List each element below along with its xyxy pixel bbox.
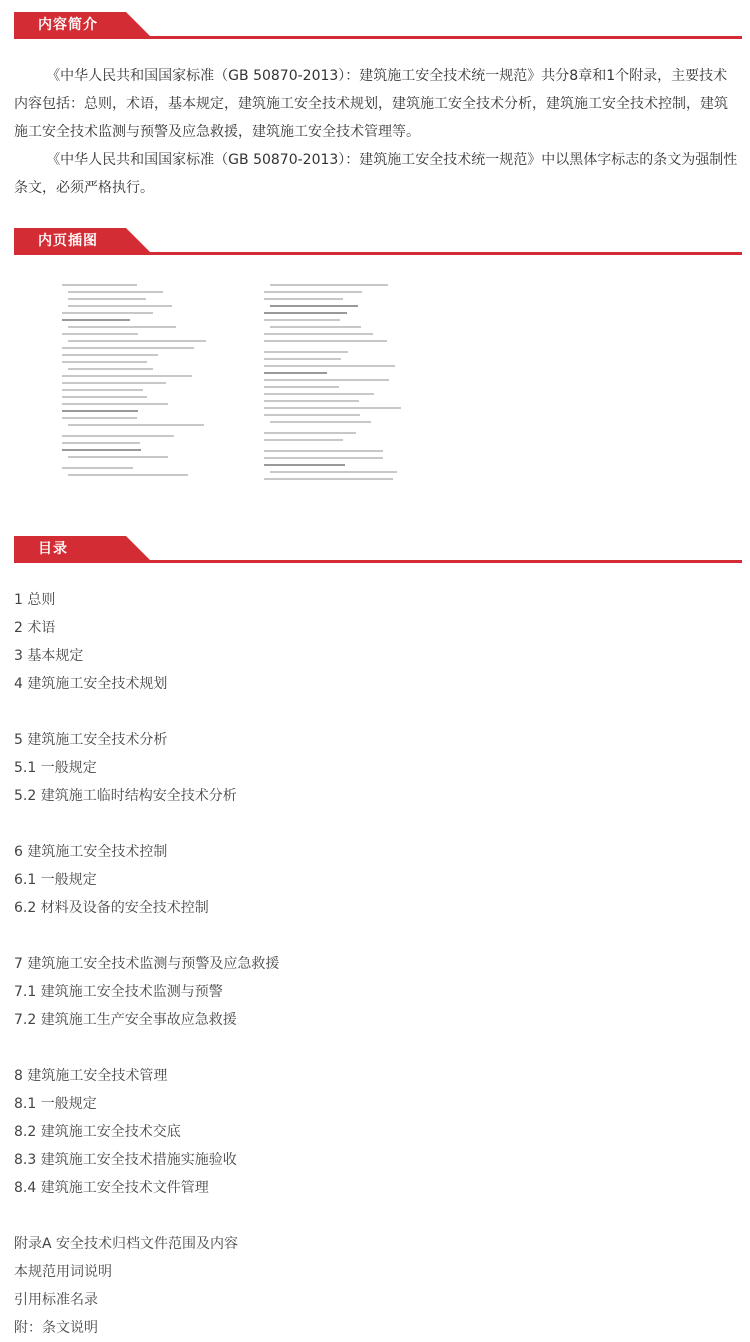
- page-text-line: [68, 368, 153, 370]
- page-text-line: [270, 471, 397, 473]
- page-text-line: [264, 407, 401, 409]
- page-text-line: [62, 284, 137, 286]
- section-header-intro: [14, 12, 742, 40]
- toc-item: 6.1 一般规定: [14, 872, 97, 888]
- toc-item: 2 术语: [14, 620, 56, 636]
- page-text-line: [270, 305, 358, 307]
- page-text-line: [62, 396, 147, 398]
- page-text-line: [62, 403, 168, 405]
- toc-item: 5 建筑施工安全技术分析: [14, 732, 168, 748]
- page-text-line: [264, 365, 395, 367]
- page-text-line: [62, 347, 194, 349]
- page-text-line: [62, 319, 130, 321]
- toc-item: 1 总则: [14, 592, 56, 608]
- page-text-line: [264, 386, 339, 388]
- toc-item: 本规范用词说明: [14, 1264, 112, 1280]
- page-text-line: [68, 305, 172, 307]
- section-tab: [14, 536, 154, 562]
- toc-spacer: [14, 1034, 734, 1062]
- page-text-line: [68, 424, 204, 426]
- toc-item: 8 建筑施工安全技术管理: [14, 1068, 168, 1084]
- page-text-line: [270, 326, 361, 328]
- page-text-line: [62, 410, 138, 412]
- section-title: 内容简介: [38, 17, 98, 33]
- page-text-line: [264, 358, 341, 360]
- page-text-line: [270, 421, 371, 423]
- page-text-line: [264, 340, 387, 342]
- toc-spacer: [14, 810, 734, 838]
- page-text-line: [264, 379, 389, 381]
- section-title: 目录: [38, 541, 68, 557]
- page-text-line: [264, 372, 327, 374]
- toc-item: 引用标准名录: [14, 1292, 98, 1308]
- toc-item: 5.2 建筑施工临时结构安全技术分析: [14, 788, 237, 804]
- intro-text: [14, 62, 738, 202]
- page-text-line: [62, 382, 166, 384]
- toc-item: 8.1 一般规定: [14, 1096, 97, 1112]
- toc-item: 8.2 建筑施工安全技术交底: [14, 1124, 181, 1140]
- page-text-line: [62, 467, 133, 469]
- toc-item: 7 建筑施工安全技术监测与预警及应急救援: [14, 956, 280, 972]
- page-text-line: [62, 449, 141, 451]
- page-text-line: [68, 474, 188, 476]
- page-text-line: [62, 333, 138, 335]
- page-text-line: [264, 450, 383, 452]
- intro-paragraph: 《中华人民共和国国家标准（GB 50870-2013）：建筑施工安全技术统一规范》共分8章和1个附录，主要技术内容包括：总则，术语，基本规定，建筑施工安全技术规划，建筑施工安全技术分析，建筑施工安全技术控制，建筑施工安全技术监测与预警及应急救援，建筑施工安全技术管理等。: [14, 68, 728, 140]
- page-text-line: [62, 417, 137, 419]
- page-text-line: [68, 326, 176, 328]
- toc-item: 附：条文说明: [14, 1320, 98, 1336]
- inner-page-image: [60, 278, 208, 488]
- toc-spacer: [14, 698, 734, 726]
- toc-item: 7.1 建筑施工安全技术监测与预警: [14, 984, 223, 1000]
- page-text-line: [264, 351, 348, 353]
- section-rule: [14, 252, 742, 255]
- page-text-line: [62, 361, 147, 363]
- toc-item: 附录A 安全技术归档文件范围及内容: [14, 1236, 239, 1252]
- section-rule: [14, 560, 742, 563]
- page-text-line: [264, 291, 362, 293]
- section-header-illustrations: [14, 228, 742, 256]
- section-rule: [14, 36, 742, 39]
- page-text-line: [68, 298, 146, 300]
- page-text-line: [264, 400, 359, 402]
- toc-spacer: [14, 1202, 734, 1230]
- page-text-line: [264, 393, 374, 395]
- page-text-line: [68, 456, 168, 458]
- toc-item: 4 建筑施工安全技术规划: [14, 676, 168, 692]
- page-text-line: [270, 284, 388, 286]
- section-title: 内页插图: [38, 233, 98, 249]
- page-text-line: [264, 319, 340, 321]
- page-text-line: [264, 333, 373, 335]
- inner-page-image: [262, 278, 410, 488]
- toc-item: 8.4 建筑施工安全技术文件管理: [14, 1180, 209, 1196]
- page-text-line: [62, 312, 153, 314]
- toc-item: 6.2 材料及设备的安全技术控制: [14, 900, 209, 916]
- page-text-line: [264, 312, 347, 314]
- section-header-toc: [14, 536, 742, 564]
- page-text-line: [264, 432, 356, 434]
- page-text-line: [62, 354, 158, 356]
- intro-paragraph: 《中华人民共和国国家标准（GB 50870-2013）：建筑施工安全技术统一规范》中以黑体字标志的条文为强制性条文，必须严格执行。: [14, 152, 738, 196]
- page-text-line: [62, 375, 192, 377]
- table-of-contents: [14, 586, 734, 1342]
- page-text-line: [62, 435, 174, 437]
- page-text-line: [62, 442, 140, 444]
- page-text-line: [264, 414, 360, 416]
- toc-spacer: [14, 922, 734, 950]
- page-text-line: [264, 298, 343, 300]
- page-text-line: [68, 340, 206, 342]
- toc-item: 8.3 建筑施工安全技术措施实施验收: [14, 1152, 237, 1168]
- tab-shape: [14, 536, 154, 562]
- toc-item: 3 基本规定: [14, 648, 84, 664]
- page-text-line: [68, 291, 163, 293]
- toc-item: 5.1 一般规定: [14, 760, 97, 776]
- page-text-line: [264, 478, 393, 480]
- page-text-line: [264, 457, 383, 459]
- page-text-line: [62, 389, 143, 391]
- toc-item: 6 建筑施工安全技术控制: [14, 844, 168, 860]
- page-text-line: [264, 464, 345, 466]
- toc-item: 7.2 建筑施工生产安全事故应急救援: [14, 1012, 237, 1028]
- page-text-line: [264, 439, 343, 441]
